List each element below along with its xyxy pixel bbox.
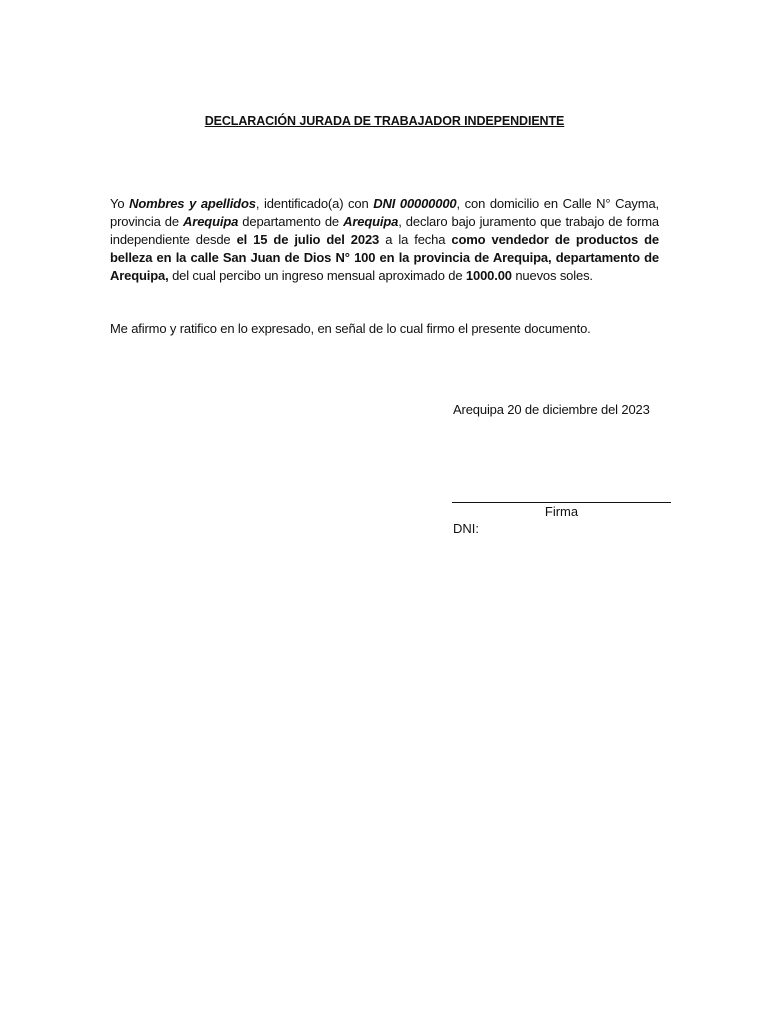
text-segment: del cual percibo un ingreso mensual aproximado de <box>168 268 466 283</box>
departamento-value: Arequipa <box>343 214 399 229</box>
declaration-paragraph <box>110 195 659 285</box>
activity-description: como vendedor de productos de belleza en la calle San Juan de Dios N° 100 en la provincia de Arequipa, departamento de Arequipa, <box>110 232 659 283</box>
text-segment: , declaro bajo juramento que trabajo de forma independiente desde <box>110 214 660 247</box>
text-segment: departamento de <box>238 214 344 229</box>
document-title: DECLARACIÓN JURADA DE TRABAJADOR INDEPENDIENTE <box>204 114 565 128</box>
signature-label: Firma <box>544 504 579 519</box>
provincia-value: Arequipa <box>183 214 239 229</box>
dni-label: DNI: <box>453 521 479 536</box>
place-and-date: Arequipa 20 de diciembre del 2023 <box>453 402 650 417</box>
ratification-paragraph: Me afirmo y ratifico en lo expresado, en señal de lo cual firmo el presente documento. <box>110 321 591 336</box>
text-segment: , identificado(a) con <box>255 196 374 211</box>
text-segment: , con domicilio en Calle N° Cayma, provincia de <box>110 196 659 229</box>
start-date: el 15 de julio del 2023 <box>236 232 380 247</box>
signature-line <box>452 502 671 503</box>
text-segment: nuevos soles. <box>511 268 593 283</box>
declarant-dni: DNI 00000000 <box>373 196 457 211</box>
text-segment: Yo <box>110 196 130 211</box>
declarant-name: Nombres y apellidos <box>129 196 256 211</box>
text-segment: a la fecha <box>379 232 452 247</box>
income-amount: 1000.00 <box>465 268 512 283</box>
